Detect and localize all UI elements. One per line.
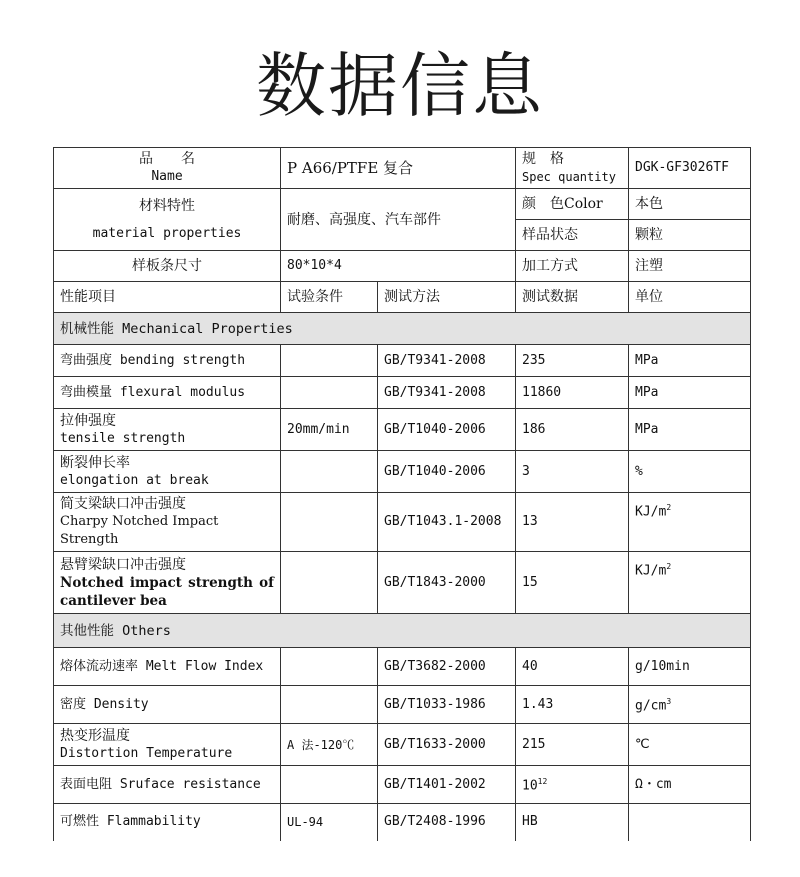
row-item: 可燃性 Flammability <box>54 804 281 841</box>
row-unit: $KJ/m^2$ <box>629 552 751 614</box>
row-item-cn: 拉伸强度 <box>60 412 116 429</box>
row-item-cn: 断裂伸长率 <box>60 454 130 471</box>
color-label: 颜 色Color <box>516 189 629 220</box>
row-method: GB/T9341-2008 <box>378 345 516 377</box>
sample-value: 颗粒 <box>629 220 751 251</box>
col-method: 测试方法 <box>378 282 516 313</box>
row-unit <box>629 804 751 841</box>
col-condition: 试验条件 <box>281 282 378 313</box>
row-item-cn: 热变形温度 <box>60 727 130 744</box>
table-row <box>54 409 751 451</box>
row-condition <box>281 552 378 614</box>
row-method: GB/T1843-2000 <box>378 552 516 614</box>
row-method: GB/T1040-2006 <box>378 451 516 493</box>
table-row <box>54 686 751 724</box>
row-unit: MPa <box>629 409 751 451</box>
table-row <box>54 552 751 614</box>
table-row <box>54 377 751 409</box>
table-row <box>54 804 751 841</box>
row-method: GB/T2408-1996 <box>378 804 516 841</box>
table-row <box>54 724 751 766</box>
row-item: 密度 Density <box>54 686 281 724</box>
row-item-en: Charpy Notched Impact Strength <box>60 514 219 547</box>
row-method: GB/T1401-2002 <box>378 766 516 804</box>
row-value: 40 <box>516 648 629 686</box>
row-unit: % <box>629 451 751 493</box>
row-unit: MPa <box>629 345 751 377</box>
bar-size-label: 样板条尺寸 <box>54 251 281 282</box>
color-value: 本色 <box>629 189 751 220</box>
spec-label-en: Spec quantity <box>522 170 616 184</box>
row-item: 表面电阻 Sruface resistance <box>54 766 281 804</box>
row-value: 235 <box>516 345 629 377</box>
row-method: GB/T9341-2008 <box>378 377 516 409</box>
col-unit: 单位 <box>629 282 751 313</box>
process-value: 注塑 <box>629 251 751 282</box>
name-label-cn: 品 名 <box>139 151 195 167</box>
sample-label: 样品状态 <box>516 220 629 251</box>
col-value: 测试数据 <box>516 282 629 313</box>
page-title: 数据信息 <box>256 45 544 127</box>
row-method: GB/T3682-2000 <box>378 648 516 686</box>
row-unit: $g/cm^3$ <box>629 686 751 724</box>
row-method: GB/T1040-2006 <box>378 409 516 451</box>
name-label-en: Name <box>151 169 183 184</box>
table-row <box>54 345 751 377</box>
material-label-en: material properties <box>92 225 242 241</box>
row-condition: 20mm/min <box>281 409 378 451</box>
section-mechanical: 机械性能 Mechanical Properties <box>54 313 751 345</box>
row-item-en: tensile strength <box>60 430 186 446</box>
table-row <box>54 766 751 804</box>
row-item-cn: 悬臂梁缺口冲击强度 <box>60 556 186 573</box>
row-value: 11860 <box>516 377 629 409</box>
row-value: 3 <box>516 451 629 493</box>
row-condition <box>281 345 378 377</box>
row-value: 15 <box>516 552 629 614</box>
row-item: 弯曲模量 flexural modulus <box>54 377 281 409</box>
row-condition <box>281 648 378 686</box>
row-condition <box>281 493 378 552</box>
row-value: HB <box>516 804 629 841</box>
row-condition: A 法-120℃ <box>281 724 378 766</box>
row-item-en: Notched impact strength of cantilever bea <box>60 574 274 609</box>
table-row <box>54 648 751 686</box>
row-method: GB/T1043.1-2008 <box>378 493 516 552</box>
row-value: 186 <box>516 409 629 451</box>
spec-value: DGK-GF3026TF <box>629 148 751 189</box>
table-row <box>54 493 751 552</box>
row-unit: MPa <box>629 377 751 409</box>
row-item-en: Distortion Temperature <box>60 745 233 761</box>
row-condition: UL-94 <box>281 804 378 841</box>
row-condition <box>281 766 378 804</box>
material-value: 耐磨、高强度、汽车部件 <box>281 189 516 251</box>
row-item-cn: 简支梁缺口冲击强度 <box>60 496 186 512</box>
row-condition <box>281 451 378 493</box>
spec-table <box>53 147 751 841</box>
row-unit: Ω・cm <box>629 766 751 804</box>
row-value: 13 <box>516 493 629 552</box>
col-item: 性能项目 <box>54 282 281 313</box>
row-value: 1.43 <box>516 686 629 724</box>
bar-size-value: 80*10*4 <box>281 251 516 282</box>
row-unit: ℃ <box>629 724 751 766</box>
section-others: 其他性能 Others <box>54 614 751 648</box>
row-method: GB/T1033-1986 <box>378 686 516 724</box>
row-value: 215 <box>516 724 629 766</box>
row-condition <box>281 377 378 409</box>
row-unit: g/10min <box>629 648 751 686</box>
name-value: P A66/PTFE 复合 <box>281 148 516 189</box>
spec-label-cn: 规 格 <box>522 151 564 167</box>
row-condition <box>281 686 378 724</box>
row-method: GB/T1633-2000 <box>378 724 516 766</box>
column-header-row <box>54 282 751 313</box>
row-value: $10^{12}$ <box>516 766 629 804</box>
row-item: 弯曲强度 bending strength <box>54 345 281 377</box>
name-row <box>54 148 751 189</box>
table-row <box>54 451 751 493</box>
material-label-cn: 材料特性 <box>139 197 195 214</box>
process-label: 加工方式 <box>516 251 629 282</box>
row-item: 熔体流动速率 Melt Flow Index <box>54 648 281 686</box>
row-unit: $KJ/m^2$ <box>629 493 751 552</box>
row-item-en: elongation at break <box>60 472 209 488</box>
